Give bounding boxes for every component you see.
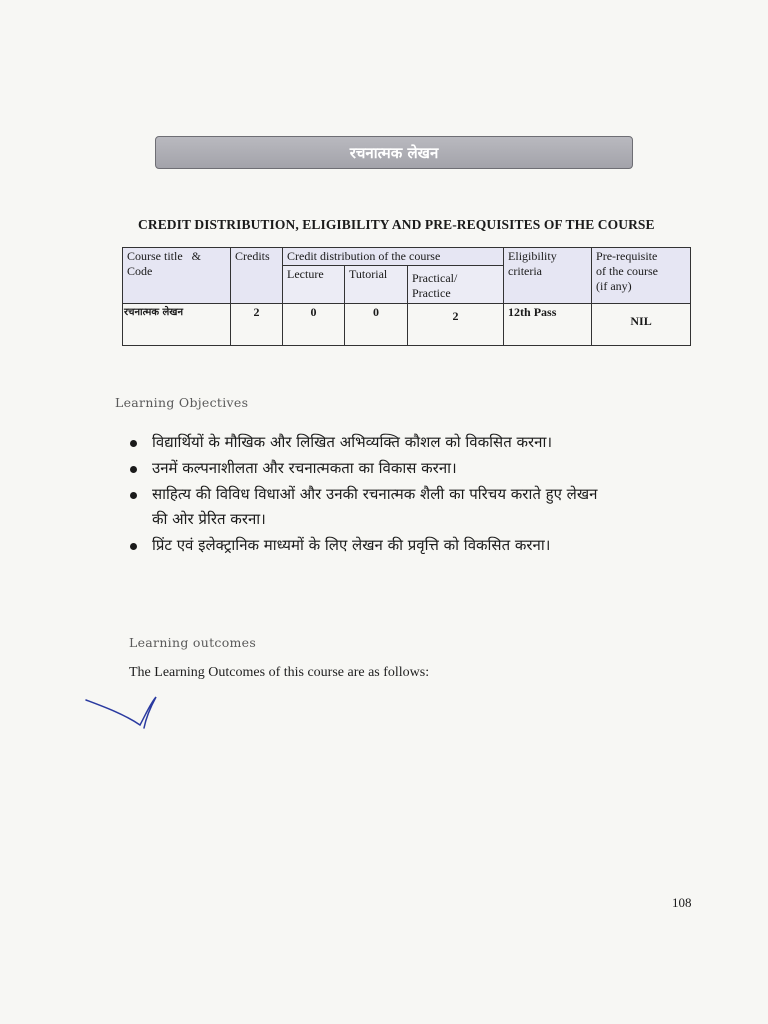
header-lecture: Lecture bbox=[283, 266, 345, 304]
learning-objectives-title: Learning Objectives bbox=[115, 395, 249, 410]
list-item: उनमें कल्पनाशीलता और रचनात्मकता का विकास करना। bbox=[130, 456, 610, 481]
cell-eligibility: 12th Pass bbox=[504, 304, 592, 346]
course-title-banner bbox=[155, 136, 633, 169]
bullet-icon bbox=[130, 440, 137, 447]
header-course-title: Course title & Code bbox=[123, 248, 231, 304]
header-practical: Practical/ Practice bbox=[408, 266, 504, 304]
cell-practical: 2 bbox=[408, 304, 504, 346]
list-item: विद्यार्थियों के मौखिक और लिखित अभिव्यक्ति कौशल को विकसित करना। bbox=[130, 430, 610, 455]
cell-tutorial: 0 bbox=[345, 304, 408, 346]
header-prerequisite: Pre-requisite of the course (if any) bbox=[592, 248, 691, 304]
credit-distribution-table bbox=[122, 247, 691, 346]
learning-objectives-list bbox=[130, 430, 610, 559]
header-credits: Credits bbox=[231, 248, 283, 304]
cell-course-name: रचनात्मक लेखन bbox=[123, 304, 231, 346]
header-tutorial: Tutorial bbox=[345, 266, 408, 304]
bullet-icon bbox=[130, 492, 137, 499]
cell-lecture: 0 bbox=[283, 304, 345, 346]
learning-outcomes-title: Learning outcomes bbox=[129, 635, 257, 650]
page-number: 108 bbox=[672, 895, 692, 910]
learning-outcomes-text: The Learning Outcomes of this course are as follows: bbox=[129, 665, 430, 680]
section-heading: CREDIT DISTRIBUTION, ELIGIBILITY AND PRE-REQUISITES OF THE COURSE bbox=[138, 217, 655, 232]
header-credit-distribution: Credit distribution of the course bbox=[283, 248, 504, 266]
bullet-icon bbox=[130, 543, 137, 550]
header-eligibility: Eligibility criteria bbox=[504, 248, 592, 304]
list-item: साहित्य की विविध विधाओं और उनकी रचनात्मक शैली का परिचय कराते हुए लेखन की ओर प्रेरित करना। bbox=[130, 482, 610, 532]
cell-credits: 2 bbox=[231, 304, 283, 346]
signature-mark bbox=[84, 692, 164, 737]
banner-title: रचनात्मक लेखन bbox=[349, 143, 439, 162]
cell-prerequisite: NIL bbox=[592, 304, 691, 346]
bullet-icon bbox=[130, 466, 137, 473]
list-item: प्रिंट एवं इलेक्ट्रानिक माध्यमों के लिए लेखन की प्रवृत्ति को विकसित करना। bbox=[130, 533, 610, 558]
